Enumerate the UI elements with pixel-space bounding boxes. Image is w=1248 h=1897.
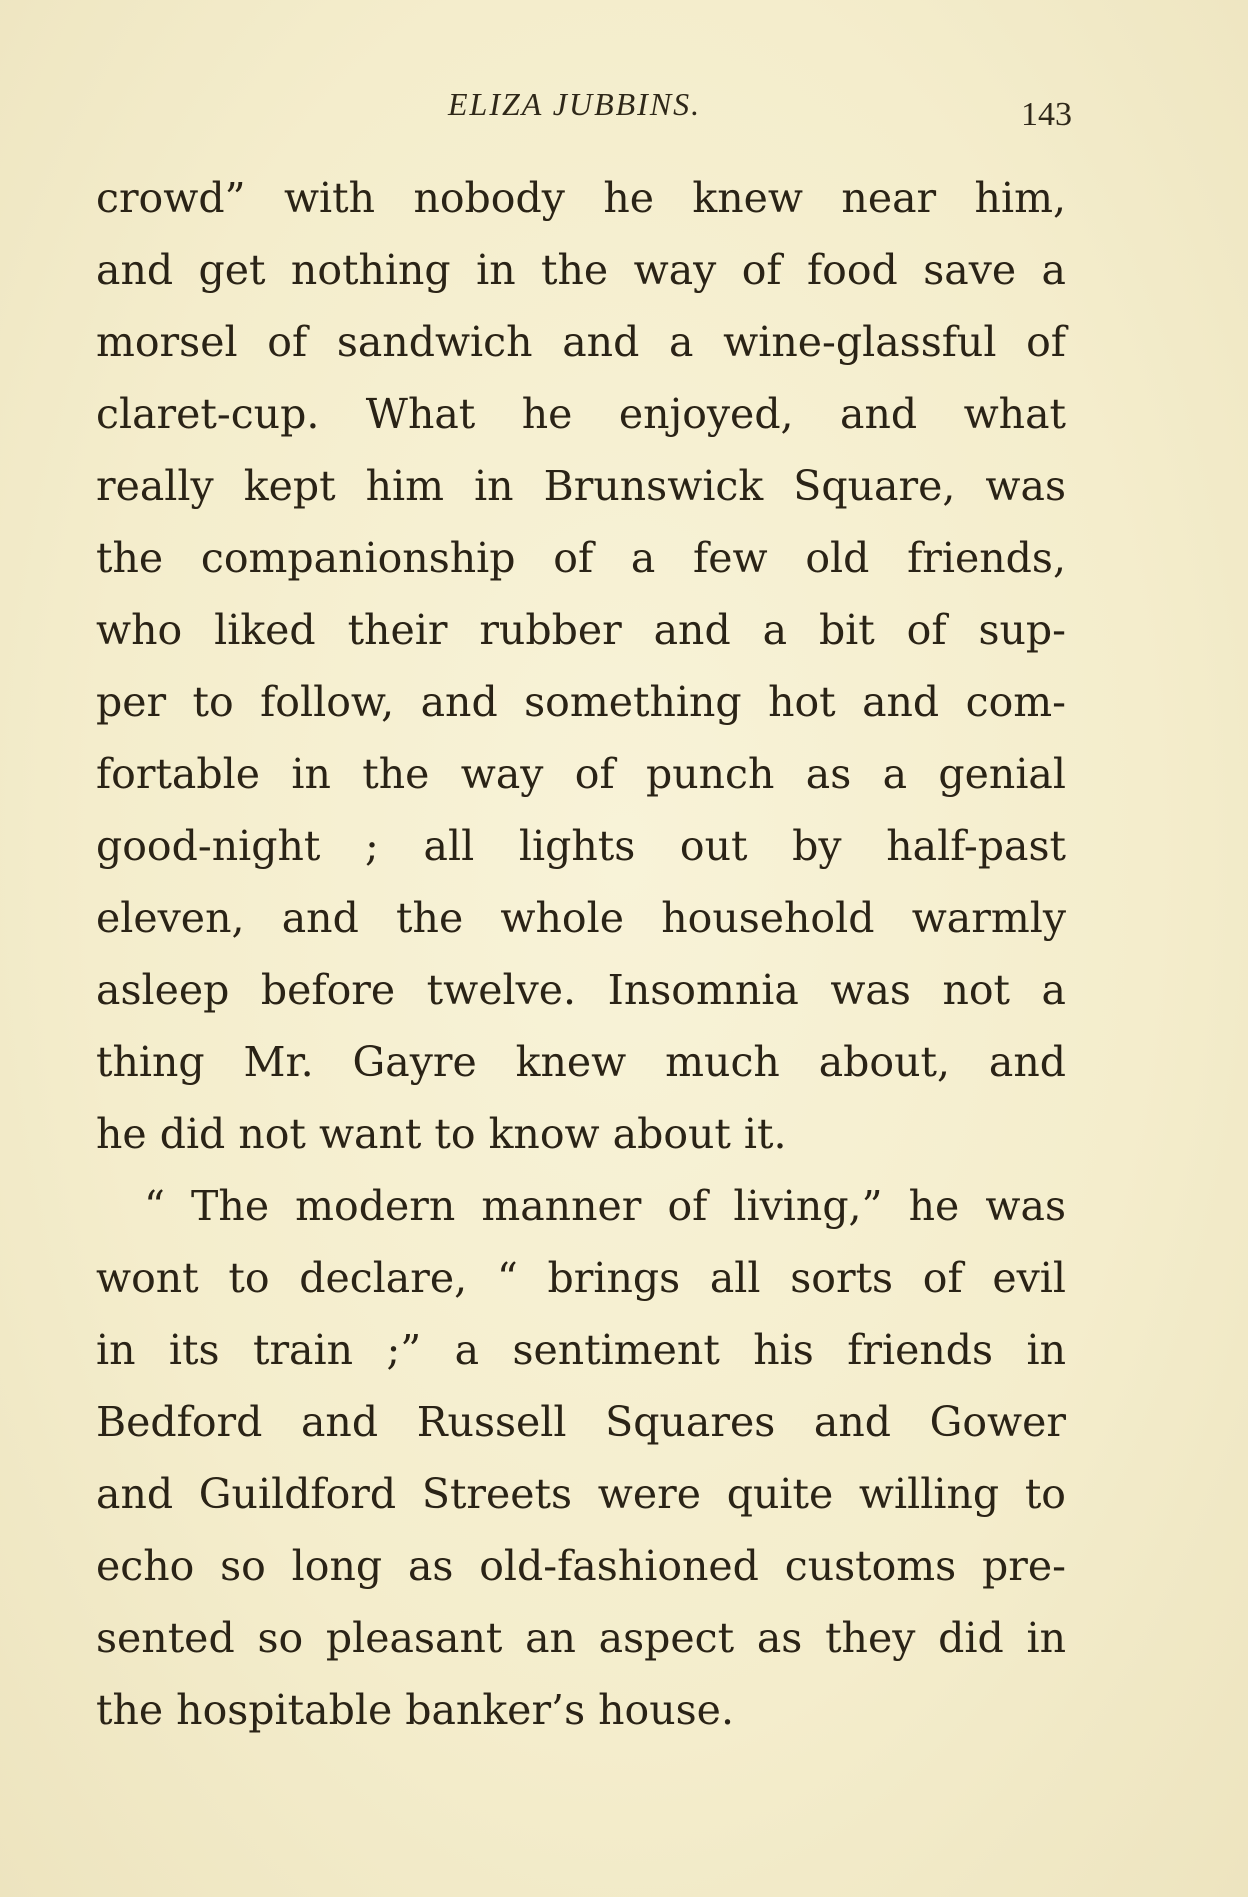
text-line: asleep before twelve. Insomnia was not a: [96, 966, 1066, 1014]
text-line: good-night ; all lights out by half-past: [96, 822, 1066, 870]
text-line: “ The modern manner of living,” he was: [144, 1182, 1066, 1230]
text-line: claret-cup. What he enjoyed, and what: [96, 390, 1066, 438]
text-line: sented so pleasant an aspect as they did in: [96, 1614, 1066, 1662]
text-line: echo so long as old-fashioned customs pre-: [96, 1542, 1066, 1590]
text-line: in its train ;” a sentiment his friends in: [96, 1326, 1066, 1374]
page-number: 143: [1021, 96, 1072, 133]
text-line: who liked their rubber and a bit of sup-: [96, 606, 1066, 654]
text-line: morsel of sandwich and a wine-glassful of: [96, 318, 1066, 366]
text-line: thing Mr. Gayre knew much about, and: [96, 1038, 1066, 1086]
text-line: the companionship of a few old friends,: [96, 534, 1066, 582]
text-line: fortable in the way of punch as a genial: [96, 750, 1066, 798]
text-line: wont to declare, “ brings all sorts of evil: [96, 1254, 1066, 1302]
running-head: ELIZA JUBBINS.: [448, 86, 702, 122]
text-line: per to follow, and something hot and com-: [96, 678, 1066, 726]
text-line: and Guildford Streets were quite willing to: [96, 1470, 1066, 1518]
text-line: really kept him in Brunswick Square, was: [96, 462, 1066, 510]
text-line: and get nothing in the way of food save a: [96, 246, 1066, 294]
text-line: he did not want to know about it.: [96, 1110, 787, 1158]
text-line: the hospitable banker’s house.: [96, 1686, 734, 1734]
text-line: crowd” with nobody he knew near him,: [96, 174, 1066, 222]
text-line: eleven, and the whole household warmly: [96, 894, 1066, 942]
text-line: Bedford and Russell Squares and Gower: [96, 1398, 1066, 1446]
